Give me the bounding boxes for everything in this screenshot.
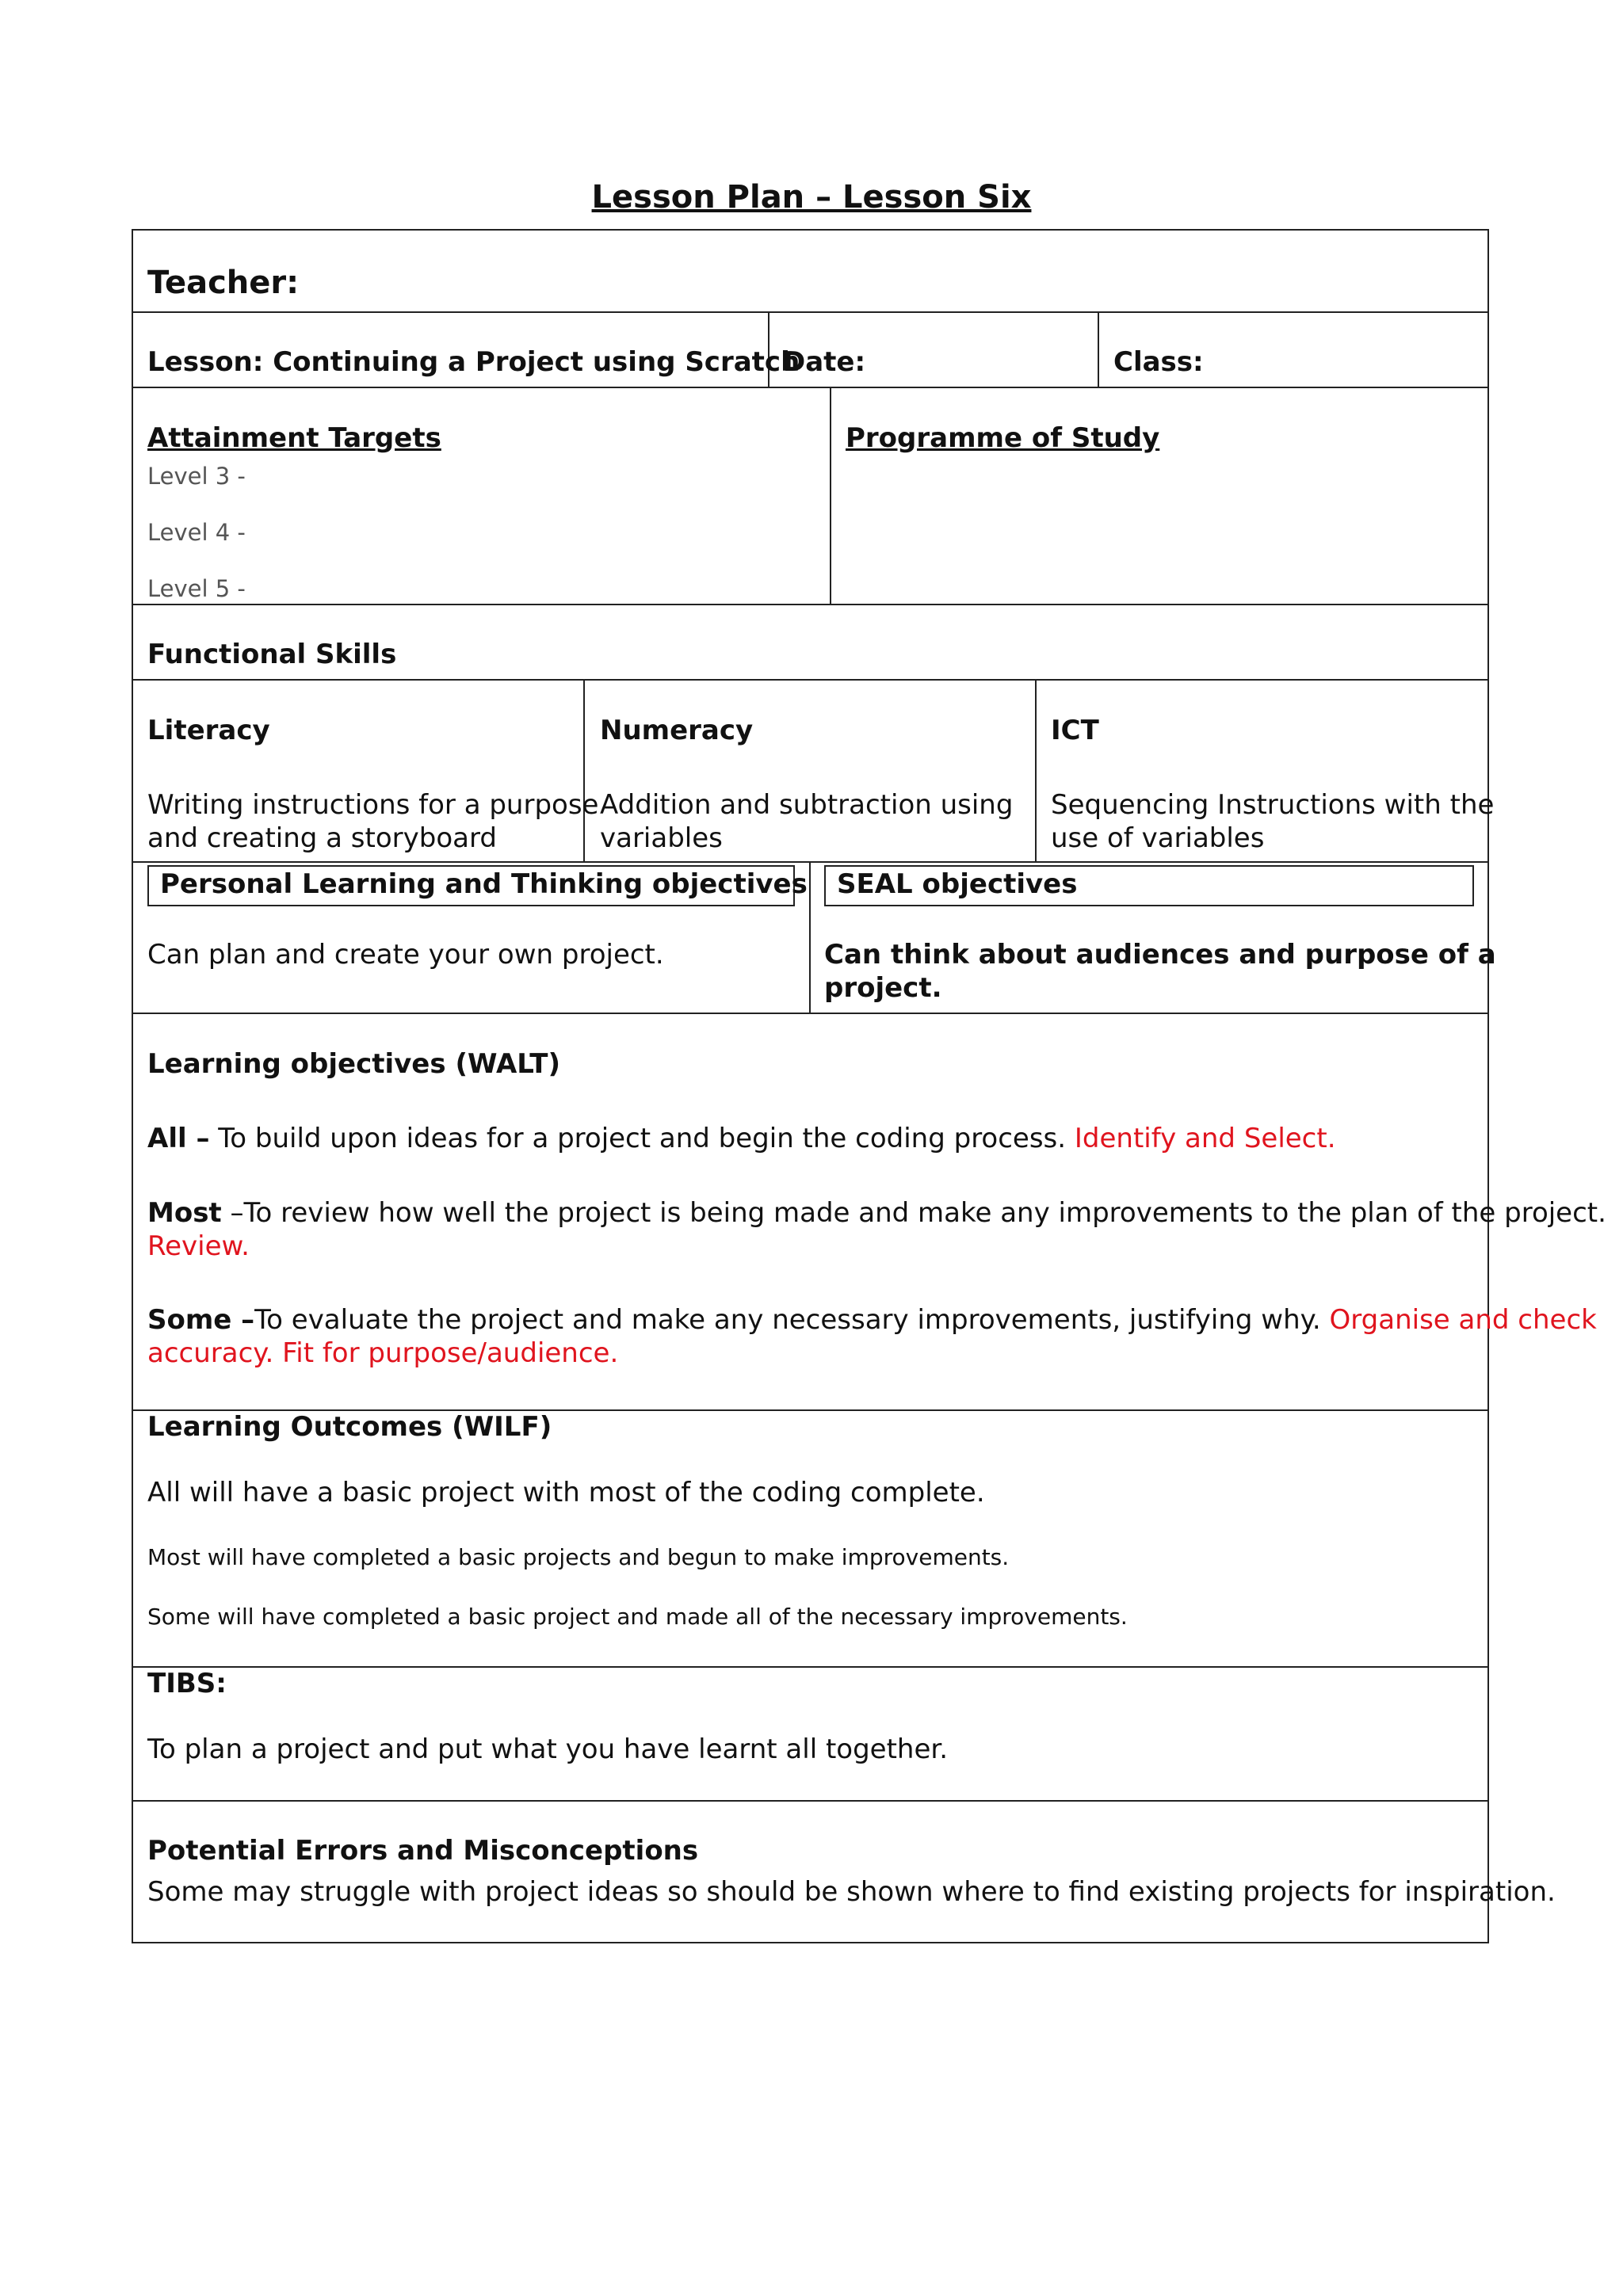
row-divider [132,387,1489,388]
page-title: Lesson Plan – Lesson Six [591,179,1032,215]
ict-heading: ICT [1051,715,1099,746]
level-3: Level 3 - [147,463,246,490]
seal-heading: SEAL objectives [824,865,1474,906]
row-divider [132,1666,1489,1668]
tibs-heading: TIBS: [147,1668,227,1699]
wilf-all: All will have a basic project with most of the coding complete. [147,1477,985,1508]
wilf-heading: Learning Outcomes (WILF) [147,1411,552,1443]
walt-some-label: Some – [147,1304,255,1336]
walt-all-skill: Identify and Select. [1074,1123,1336,1154]
errors-text: Some may struggle with project ideas so should be shown where to find existing projects for inspiration. [147,1876,1556,1908]
teacher-label: Teacher: [147,265,300,301]
row-divider [132,1800,1489,1802]
walt-all-text: To build upon ideas for a project and begin the coding process. [209,1123,1075,1154]
tibs-text: To plan a project and put what you have learnt all together. [147,1733,949,1765]
walt-some-skill-2: accuracy. Fit for purpose/audience. [147,1337,619,1369]
wilf-most: Most will have completed a basic projects and begun to make improvements. [147,1544,1010,1570]
walt-most-text: –To review how well the project is being made and make any improvements to the plan of the project. [221,1197,1606,1229]
column-divider [583,679,585,861]
walt-some-skill-1: Organise and check [1329,1304,1597,1336]
lesson-label: Lesson: Continuing a Project using Scratch [147,346,800,378]
errors-heading: Potential Errors and Misconceptions [147,1835,699,1867]
numeracy-heading: Numeracy [600,715,754,746]
literacy-text-1: Writing instructions for a purpose [147,789,599,821]
class-label: Class: [1113,346,1204,378]
programme-heading: Programme of Study [846,422,1160,454]
level-5: Level 5 - [147,575,246,602]
plts-text: Can plan and create your own project. [147,939,664,971]
numeracy-text-1: Addition and subtraction using [600,789,1014,821]
walt-some-text: To evaluate the project and make any necessary improvements, justifying why. [254,1304,1330,1336]
walt-some [147,1304,1597,1336]
seal-text-2: project. [824,972,942,1004]
attainment-heading: Attainment Targets [147,422,441,454]
row-divider [132,1013,1489,1014]
walt-most-skill: Review. [147,1230,250,1262]
functional-skills-heading: Functional Skills [147,639,397,670]
level-4: Level 4 - [147,519,246,546]
column-divider [1098,311,1099,387]
row-divider [132,679,1489,681]
seal-text-1: Can think about audiences and purpose of a [824,939,1496,971]
walt-most-label: Most [147,1197,222,1229]
ict-text-1: Sequencing Instructions with the [1051,789,1495,821]
column-divider [830,387,831,604]
walt-most [147,1197,1606,1229]
column-divider [1035,679,1037,861]
literacy-heading: Literacy [147,715,270,746]
ict-text-2: use of variables [1051,822,1265,854]
literacy-text-2: and creating a storyboard [147,822,497,854]
column-divider [809,861,811,1013]
numeracy-text-2: variables [600,822,723,854]
row-divider [132,311,1489,313]
row-divider [132,604,1489,605]
walt-heading: Learning objectives (WALT) [147,1048,561,1080]
lesson-plan-table [132,229,1489,1943]
plts-heading: Personal Learning and Thinking objectives [147,865,795,906]
wilf-some: Some will have completed a basic project and made all of the necessary improvements. [147,1604,1128,1630]
walt-all [147,1123,1336,1154]
date-label: Date: [783,346,866,378]
walt-all-label: All – [147,1123,210,1154]
